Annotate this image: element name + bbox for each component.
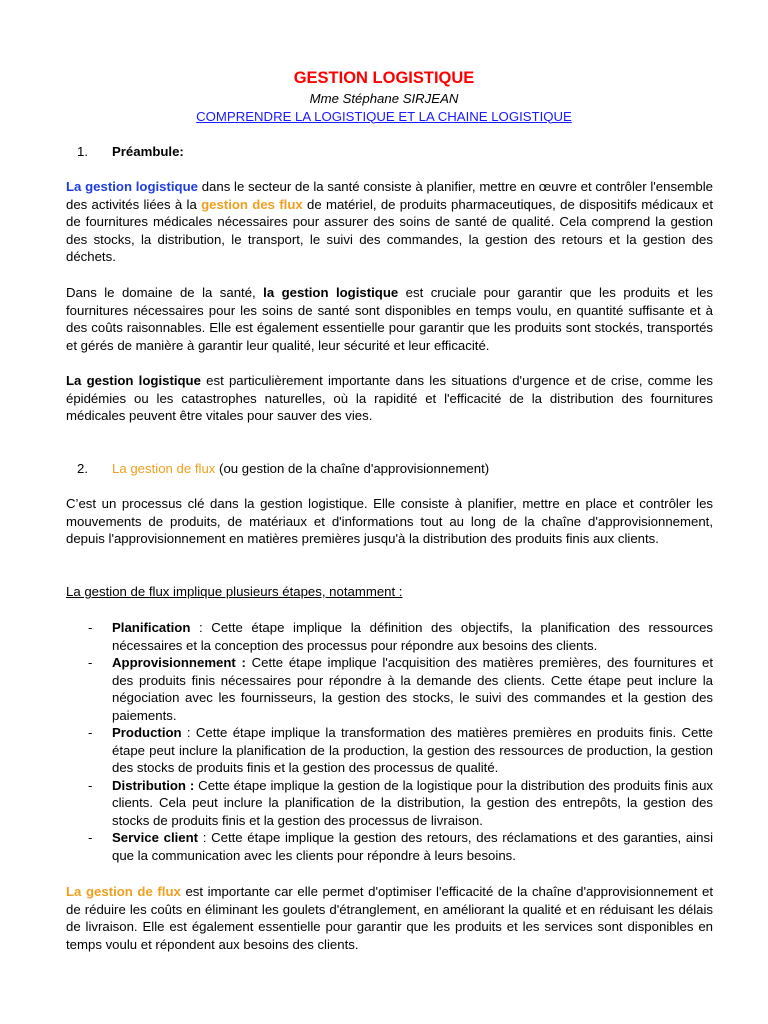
term-highlight: La gestion logistique [66,179,198,194]
paragraph-text: est cruciale pour garantir que les produits et les fournitures nécessaires pour les soins de santé sont disponibles en temps voulu, en quantité suffisante et à des coûts raisonnables. Elle est également essentielle pour garantir que les produits sont stockés, transportés et gérés de manière à garantir leur qualité, leur sécurité et leur efficacité. [66,285,714,353]
list-item [66,654,713,724]
step-term: Planification [112,620,191,635]
section-number: 2. [77,461,88,476]
paragraph [66,178,713,266]
paragraph [66,495,713,548]
section-number: 1. [77,144,88,159]
bullet-dash: - [88,655,93,670]
list-item [66,619,713,654]
document-header [0,68,768,125]
term-highlight: gestion des flux [201,196,303,212]
paragraph-text: C’est un processus clé dans la gestion logistique. Elle consiste à planifier, mettre en place et contrôler les mouvements de produits, de matériaux et d'informations tout au long de la chaîne d'approvisionnement, depuis l'approvisionnement en matières premières jusqu'à la distribution des produits finis aux clients. [66,496,713,546]
step-text: Cette étape implique la gestion de la logistique pour la distribution des produits finis aux clients. Cela peut inclure la planification de la distribution, la gestion des entrepôts, la gestion des stocks de produits finis et la gestion des processus de livraison. [112,777,714,828]
paragraph [66,284,713,354]
list-item [66,777,713,830]
paragraph [66,883,713,953]
step-text: Cette étape implique la transformation des matières premières en produits finis. Cette étape peut inclure la planification de la production, la gestion des ressources de production, la gestion des stocks de produits finis et la gestion des processus de qualité. [112,725,713,775]
list-item [66,724,713,777]
section-title: La gestion de flux [112,461,216,476]
document-subtitle-link[interactable]: COMPRENDRE LA LOGISTIQUE ET LA CHAINE LOGISTIQUE [196,108,572,124]
list-item [66,829,713,864]
section-2-heading [66,460,713,478]
steps-list [66,619,713,864]
paragraph-text: dans le secteur de la santé consiste à planifier, mettre en œuvre et contrôler l'ensemble des activités liées à la [66,179,713,212]
term-bold: la gestion logistique [263,285,399,300]
section-title-suffix: (ou gestion de la chaîne d'approvisionnement) [215,461,490,476]
section-1-heading [66,143,713,161]
paragraph-text: est particulièrement importante dans les situations d'urgence et de crise, comme les épidémies ou les catastrophes naturelles, où la rapidité et l'efficacité de la distribution des fournitures médicales peuvent être vitales pour sauver des vies. [66,373,713,423]
step-term: Approvisionnement : [112,655,246,670]
bullet-dash: - [88,777,93,793]
step-separator: : [190,620,203,635]
steps-intro-text: La gestion de flux implique plusieurs étapes, notamment : [66,584,403,599]
bullet-dash: - [88,725,93,740]
paragraph [66,372,713,425]
step-text: Cette étape implique l'acquisition des matières premières, des fournitures et des produits finis nécessaires pour répondre à la demande des clients. Cette étape peut inclure la négociation avec les fournisseurs, la gestion des stocks, le suivi des commandes et la gestion des paiements. [112,655,713,723]
paragraph-text: de matériel, de produits pharmaceutiques, de dispositifs médicaux et de fournitures médicales nécessaires pour assurer des soins de santé de qualité. Cela comprend la gestion des stocks, la distribution, le transport, le suivi des commandes, la gestion des retours et la gestion des déchets. [66,196,713,264]
step-text: Cette étape implique la définition des objectifs, la planification des ressources nécessaires et la conception des processus pour répondre aux besoins des clients. [112,620,714,653]
bullet-dash: - [88,830,93,845]
term-highlight: La gestion de flux [66,884,181,899]
step-text: Cette étape implique la gestion des retours, des réclamations et des garanties, ainsi que la communication avec les clients pour répondre à leurs besoins. [112,830,714,863]
steps-intro [66,583,713,601]
paragraph-text: Dans le domaine de la santé, [66,285,264,300]
bullet-dash: - [88,620,93,635]
step-separator: : [181,725,191,740]
step-term: Service client [112,830,199,845]
author-name: Mme Stéphane SIRJEAN [309,91,459,106]
step-separator: : [198,830,207,845]
document-title: GESTION LOGISTIQUE [293,69,475,87]
paragraph-text: est importante car elle permet d'optimiser l'efficacité de la chaîne d'approvisionnement et de réduire les coûts en éliminant les goulets d'étranglement, en améliorant la qualité et en réduisant les délais de livraison. Elle est également essentielle pour garantir que les produits et les services sont disponibles en temps voulu et répondent aux besoins des clients. [66,884,713,952]
term-bold: La gestion logistique [66,373,201,388]
section-title: Préambule: [112,144,184,159]
step-term: Production [112,725,182,740]
step-term: Distribution : [112,777,195,793]
